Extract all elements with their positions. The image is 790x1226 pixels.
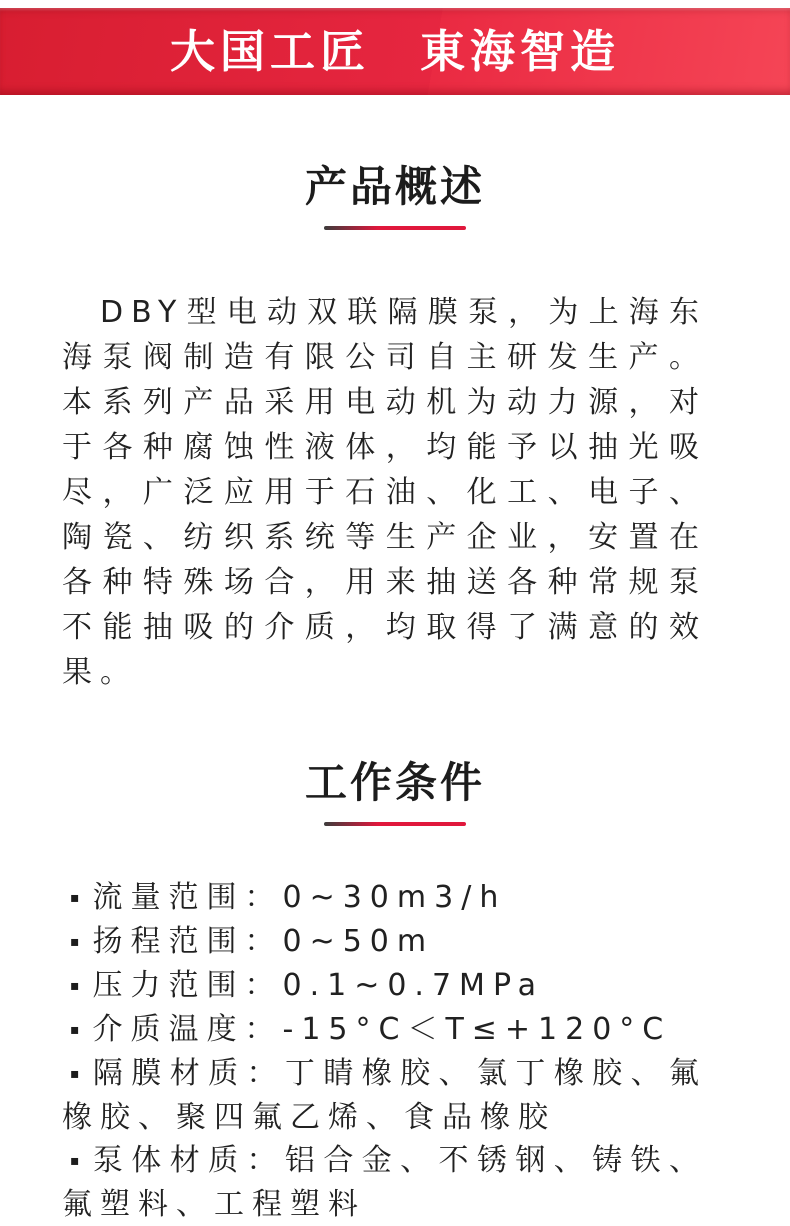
bullet-icon: ▪ — [70, 934, 80, 950]
list-item — [62, 920, 707, 964]
list-item — [62, 1008, 707, 1052]
overview-header — [0, 163, 790, 230]
condition-pressure-range: 压力范围：0.1~0.7MPa — [92, 968, 545, 1003]
condition-flow-range: 流量范围：0~30m3/h — [92, 880, 507, 915]
conditions-title-underline — [324, 822, 466, 826]
bullet-icon: ▪ — [70, 1066, 80, 1082]
overview-section — [0, 163, 790, 695]
condition-pump-body-material: 泵体材质：铝合金、不锈钢、铸铁、氟塑料、工程塑料 — [62, 1143, 707, 1222]
condition-diaphragm-material: 隔膜材质：丁睛橡胶、氯丁橡胶、氟橡胶、聚四氟乙烯、食品橡胶 — [62, 1056, 707, 1135]
conditions-list — [62, 876, 707, 1226]
list-item — [62, 1139, 707, 1226]
conditions-section — [0, 759, 790, 1226]
conditions-title: 工作条件 — [304, 758, 485, 807]
bullet-icon: ▪ — [70, 1022, 80, 1038]
brand-banner-title: 大国工匠 東海智造 — [169, 25, 620, 78]
conditions-header — [0, 759, 790, 826]
overview-paragraph: DBY型电动双联隔膜泵，为上海东海泵阀制造有限公司自主研发生产。本系列产品采用电动机为动力源，对于各种腐蚀性液体，均能予以抽光吸尽，广泛应用于石油、化工、电子、陶瓷、纺织系统等生产企业，安置在各种特殊场合，用来抽送各种常规泵不能抽吸的介质，均取得了满意的效果。 — [62, 295, 707, 690]
list-item — [62, 876, 707, 920]
brand-banner — [0, 8, 790, 95]
bullet-icon: ▪ — [70, 890, 80, 906]
list-item — [62, 964, 707, 1008]
overview-title-underline — [324, 226, 466, 230]
bullet-icon: ▪ — [70, 978, 80, 994]
bullet-icon: ▪ — [70, 1153, 80, 1169]
condition-medium-temperature: 介质温度：-15°C＜T≤+120°C — [92, 1012, 672, 1047]
overview-title: 产品概述 — [304, 162, 485, 211]
list-item — [62, 1052, 707, 1139]
condition-head-range: 扬程范围：0~50m — [92, 924, 435, 959]
